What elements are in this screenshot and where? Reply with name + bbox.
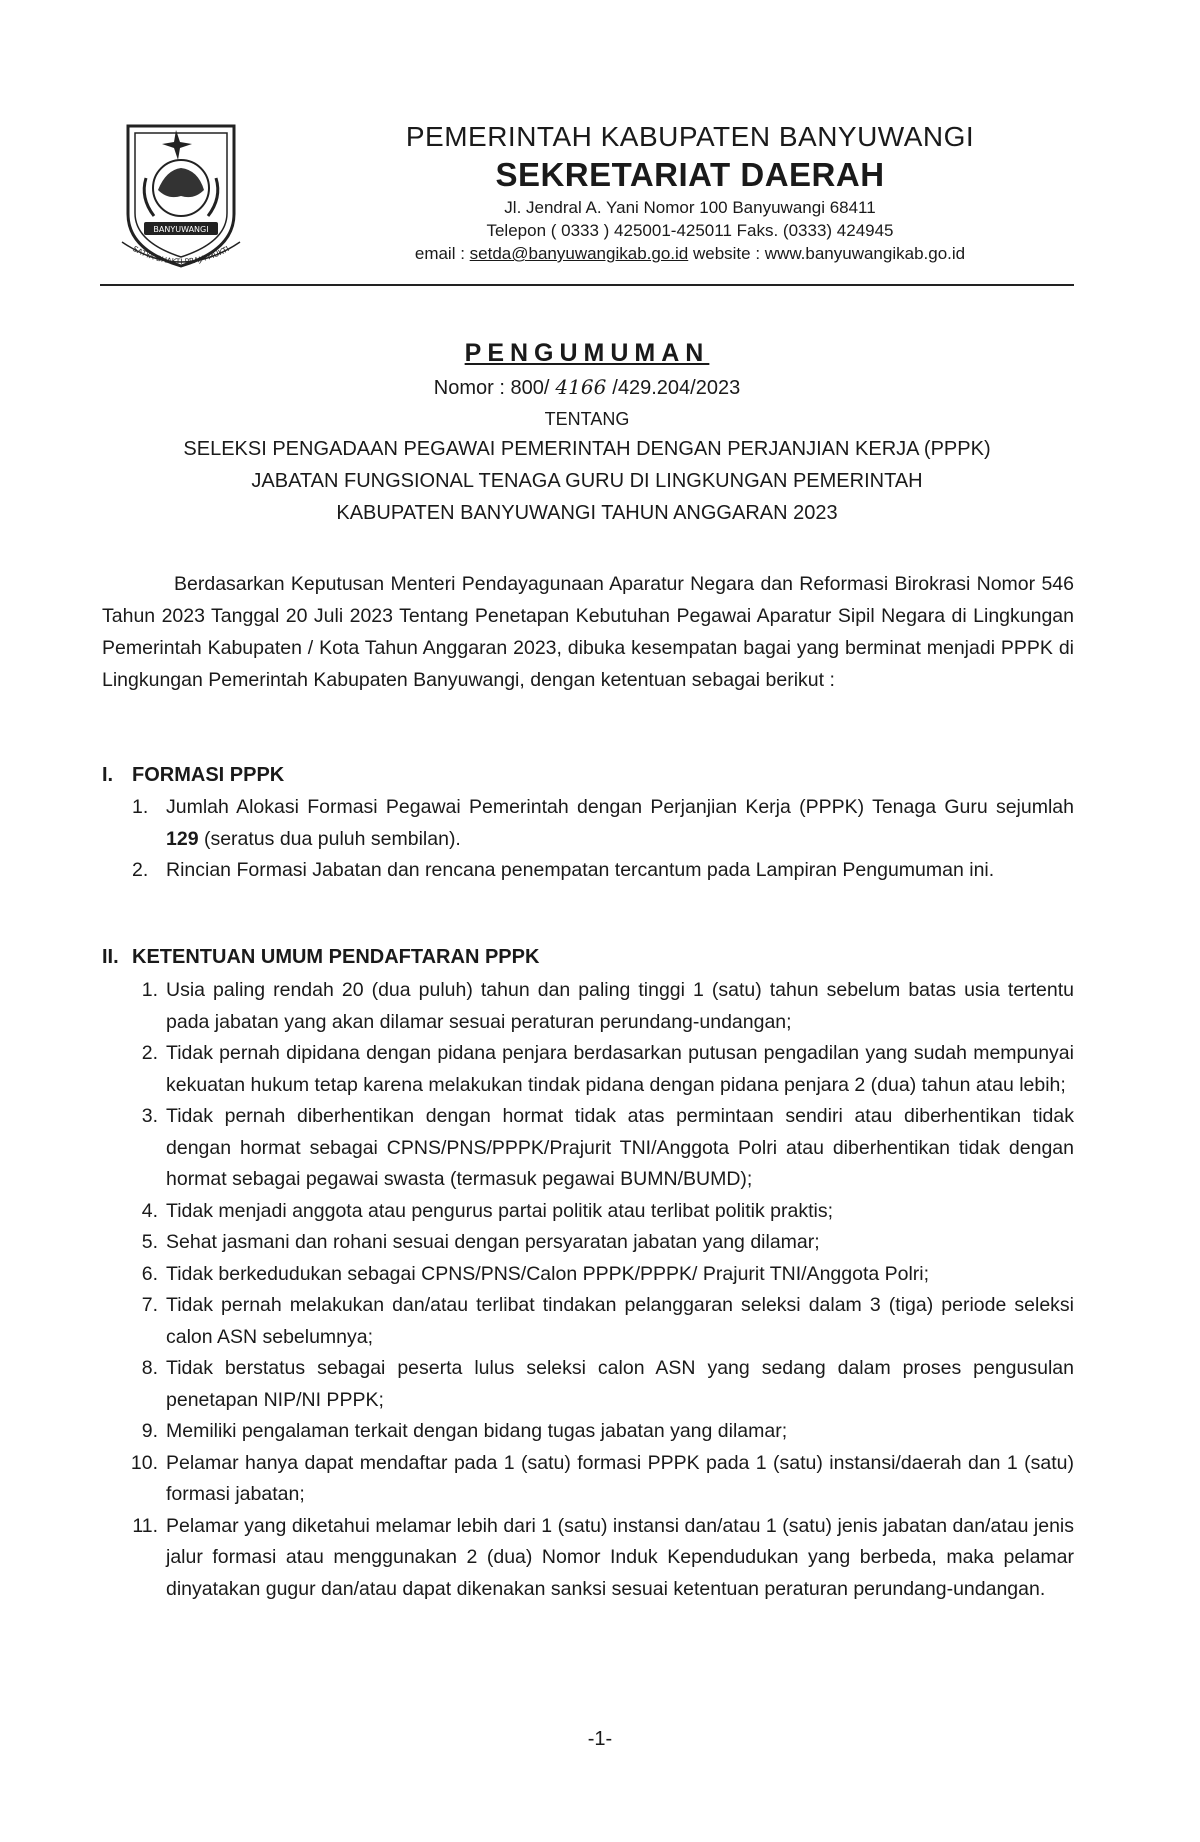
- list-item-text: Tidak berstatus sebagai peserta lulus seleksi calon ASN yang sedang dalam proses pengusulan penetapan NIP/NI PPPK;: [166, 1357, 1074, 1411]
- list-item-number: 2.: [141, 1042, 158, 1064]
- department-name: SEKRETARIAT DAERAH: [495, 156, 885, 193]
- logo-banner-text: BANYUWANGI: [153, 225, 209, 234]
- website-text: website : www.banyuwangikab.go.id: [688, 244, 966, 263]
- email-label: email :: [414, 244, 470, 263]
- list-item-number: 7.: [141, 1294, 158, 1316]
- tentang-label: TENTANG: [544, 409, 630, 429]
- list-item: 2. Rincian Formasi Jabatan dan rencana penempatan tercantum pada Lampiran Pengumuman ini.: [132, 859, 995, 881]
- contact-line: [300, 242, 1080, 265]
- address-line: Jl. Jendral A. Yani Nomor 100 Banyuwangi 68411: [504, 198, 876, 217]
- banyuwangi-coat-of-arms-icon: [116, 118, 246, 278]
- list-item: 1. Jumlah Alokasi Formasi Pegawai Pemerintah dengan Perjanjian Kerja (PPPK) Tenaga Guru sejumlah 129 (seratus dua puluh sembilan).: [132, 796, 1074, 850]
- list-item-text: Pelamar hanya dapat mendaftar pada 1 (satu) formasi PPPK pada 1 (satu) instansi/daerah dan 1 (satu) formasi jabatan;: [166, 1451, 1074, 1505]
- list-item-number: 1.: [141, 979, 158, 1001]
- list-item: [132, 1038, 1074, 1101]
- subject-line-3: KABUPATEN BANYUWANGI TAHUN ANGGARAN 2023: [336, 502, 838, 524]
- handwritten-number: 4166: [555, 375, 607, 399]
- list-item: [132, 1511, 1074, 1606]
- list-item-text: Tidak pernah melakukan dan/atau terlibat tindakan pelanggaran seleksi dalam 3 (tiga) periode seleksi calon ASN sebelumnya;: [166, 1294, 1074, 1348]
- letterhead: [300, 120, 1080, 265]
- letterhead-divider: [100, 284, 1074, 286]
- section-heading-formasi: I. FORMASI PPPK: [102, 764, 285, 786]
- list-item: [132, 1196, 1074, 1228]
- list-item: [132, 1259, 1074, 1291]
- list-item: [132, 1290, 1074, 1353]
- list-item: [132, 1353, 1074, 1416]
- list-item-number: 6.: [141, 1262, 158, 1285]
- list-item-number: 8.: [141, 1357, 158, 1379]
- list-item-number: 11.: [132, 1514, 158, 1537]
- list-item-text: Usia paling rendah 20 (dua puluh) tahun dan paling tinggi 1 (satu) tahun sebelum batas usia tertentu pada jabatan yang akan dilamar sesuai peraturan perundang-undangan;: [166, 979, 1074, 1033]
- list-item: [132, 1101, 1074, 1196]
- formation-count: 129: [166, 827, 199, 850]
- ketentuan-list: [132, 975, 1074, 1605]
- list-item-text: Pelamar yang diketahui melamar lebih dari 1 (satu) instansi dan/atau 1 (satu) jenis jabatan dan/atau jenis jalur formasi atau menggunakan 2 (dua) Nomor Induk Kependudukan yang berbeda, maka pelamar dinyatakan gugur dan/atau dapat dikenakan sanksi sesuai ketentuan peraturan perundang-undangan.: [166, 1514, 1074, 1600]
- reference-number-suffix: /429.204/2023: [612, 377, 741, 399]
- list-item-number: 5.: [141, 1231, 158, 1253]
- phone-line: Telepon ( 0333 ) 425001-425011 Faks. (0333) 424945: [486, 221, 894, 240]
- list-item-text: Tidak berkedudukan sebagai CPNS/PNS/Calon PPPK/PPPK/ Prajurit TNI/Anggota Polri;: [166, 1262, 930, 1285]
- list-item: [132, 1416, 1074, 1448]
- announcement-title: PENGUMUMAN: [464, 339, 710, 367]
- reference-number-prefix: Nomor : 800/: [433, 377, 550, 399]
- section-heading-ketentuan: II. KETENTUAN UMUM PENDAFTARAN PPPK: [102, 946, 540, 968]
- government-name: PEMERINTAH KABUPATEN BANYUWANGI: [405, 121, 975, 152]
- reference-number: [100, 370, 1074, 405]
- list-item-text: Tidak pernah diberhentikan dengan hormat tidak atas permintaan sendiri atau diberhentikan tidak dengan hormat sebagai CPNS/PNS/PPPK/Prajurit TNI/Anggota Polri atau diberhentikan tidak dengan hormat sebagai pegawai swasta (termasuk pegawai BUMN/BUMD);: [166, 1105, 1074, 1190]
- list-item-number: 9.: [141, 1420, 158, 1442]
- list-item: [132, 1448, 1074, 1511]
- email-link[interactable]: setda@banyuwangikab.go.id: [469, 244, 689, 263]
- list-item-text: Sehat jasmani dan rohani sesuai dengan persyaratan jabatan yang dilamar;: [166, 1231, 820, 1253]
- subject-line-1: SELEKSI PENGADAAN PEGAWAI PEMERINTAH DENGAN PERJANJIAN KERJA (PPPK): [183, 438, 991, 460]
- subject-line-2: JABATAN FUNGSIONAL TENAGA GURU DI LINGKUNGAN PEMERINTAH: [251, 470, 923, 492]
- page-number: -1-: [587, 1728, 613, 1750]
- list-item-number: 3.: [141, 1105, 158, 1127]
- list-item: [132, 975, 1074, 1038]
- list-item-text: Tidak menjadi anggota atau pengurus partai politik atau terlibat politik praktis;: [166, 1199, 833, 1222]
- list-item-number: 4.: [141, 1199, 158, 1222]
- announcement-title-block: [100, 336, 1074, 529]
- list-item-text: Tidak pernah dipidana dengan pidana penjara berdasarkan putusan pengadilan yang sudah mempunyai kekuatan hukum tetap karena melakukan tindak pidana dengan pidana penjara 2 (dua) tahun atau lebih;: [166, 1042, 1074, 1096]
- list-item: [132, 1227, 1074, 1259]
- intro-paragraph: Berdasarkan Keputusan Menteri Pendayagunaan Aparatur Negara dan Reformasi Birokrasi Nomor 546 Tahun 2023 Tanggal 20 Juli 2023 Tentang Penetapan Kebutuhan Pegawai Aparatur Sipil Negara di Lingkungan Pemerintah Kabupaten / Kota Tahun Anggaran 2023, dibuka kesempatan bagai yang berminat menjadi PPPK di Lingkungan Pemerintah Kabupaten Banyuwangi, dengan ketentuan sebagai berikut :: [102, 573, 1074, 691]
- formasi-list: [132, 792, 1074, 887]
- list-item-number: 10.: [130, 1451, 158, 1474]
- logo-motto-text: SATYA BHAKTI PRAJA MUKTI: [131, 244, 231, 267]
- list-item-text: Memiliki pengalaman terkait dengan bidang tugas jabatan yang dilamar;: [166, 1420, 788, 1442]
